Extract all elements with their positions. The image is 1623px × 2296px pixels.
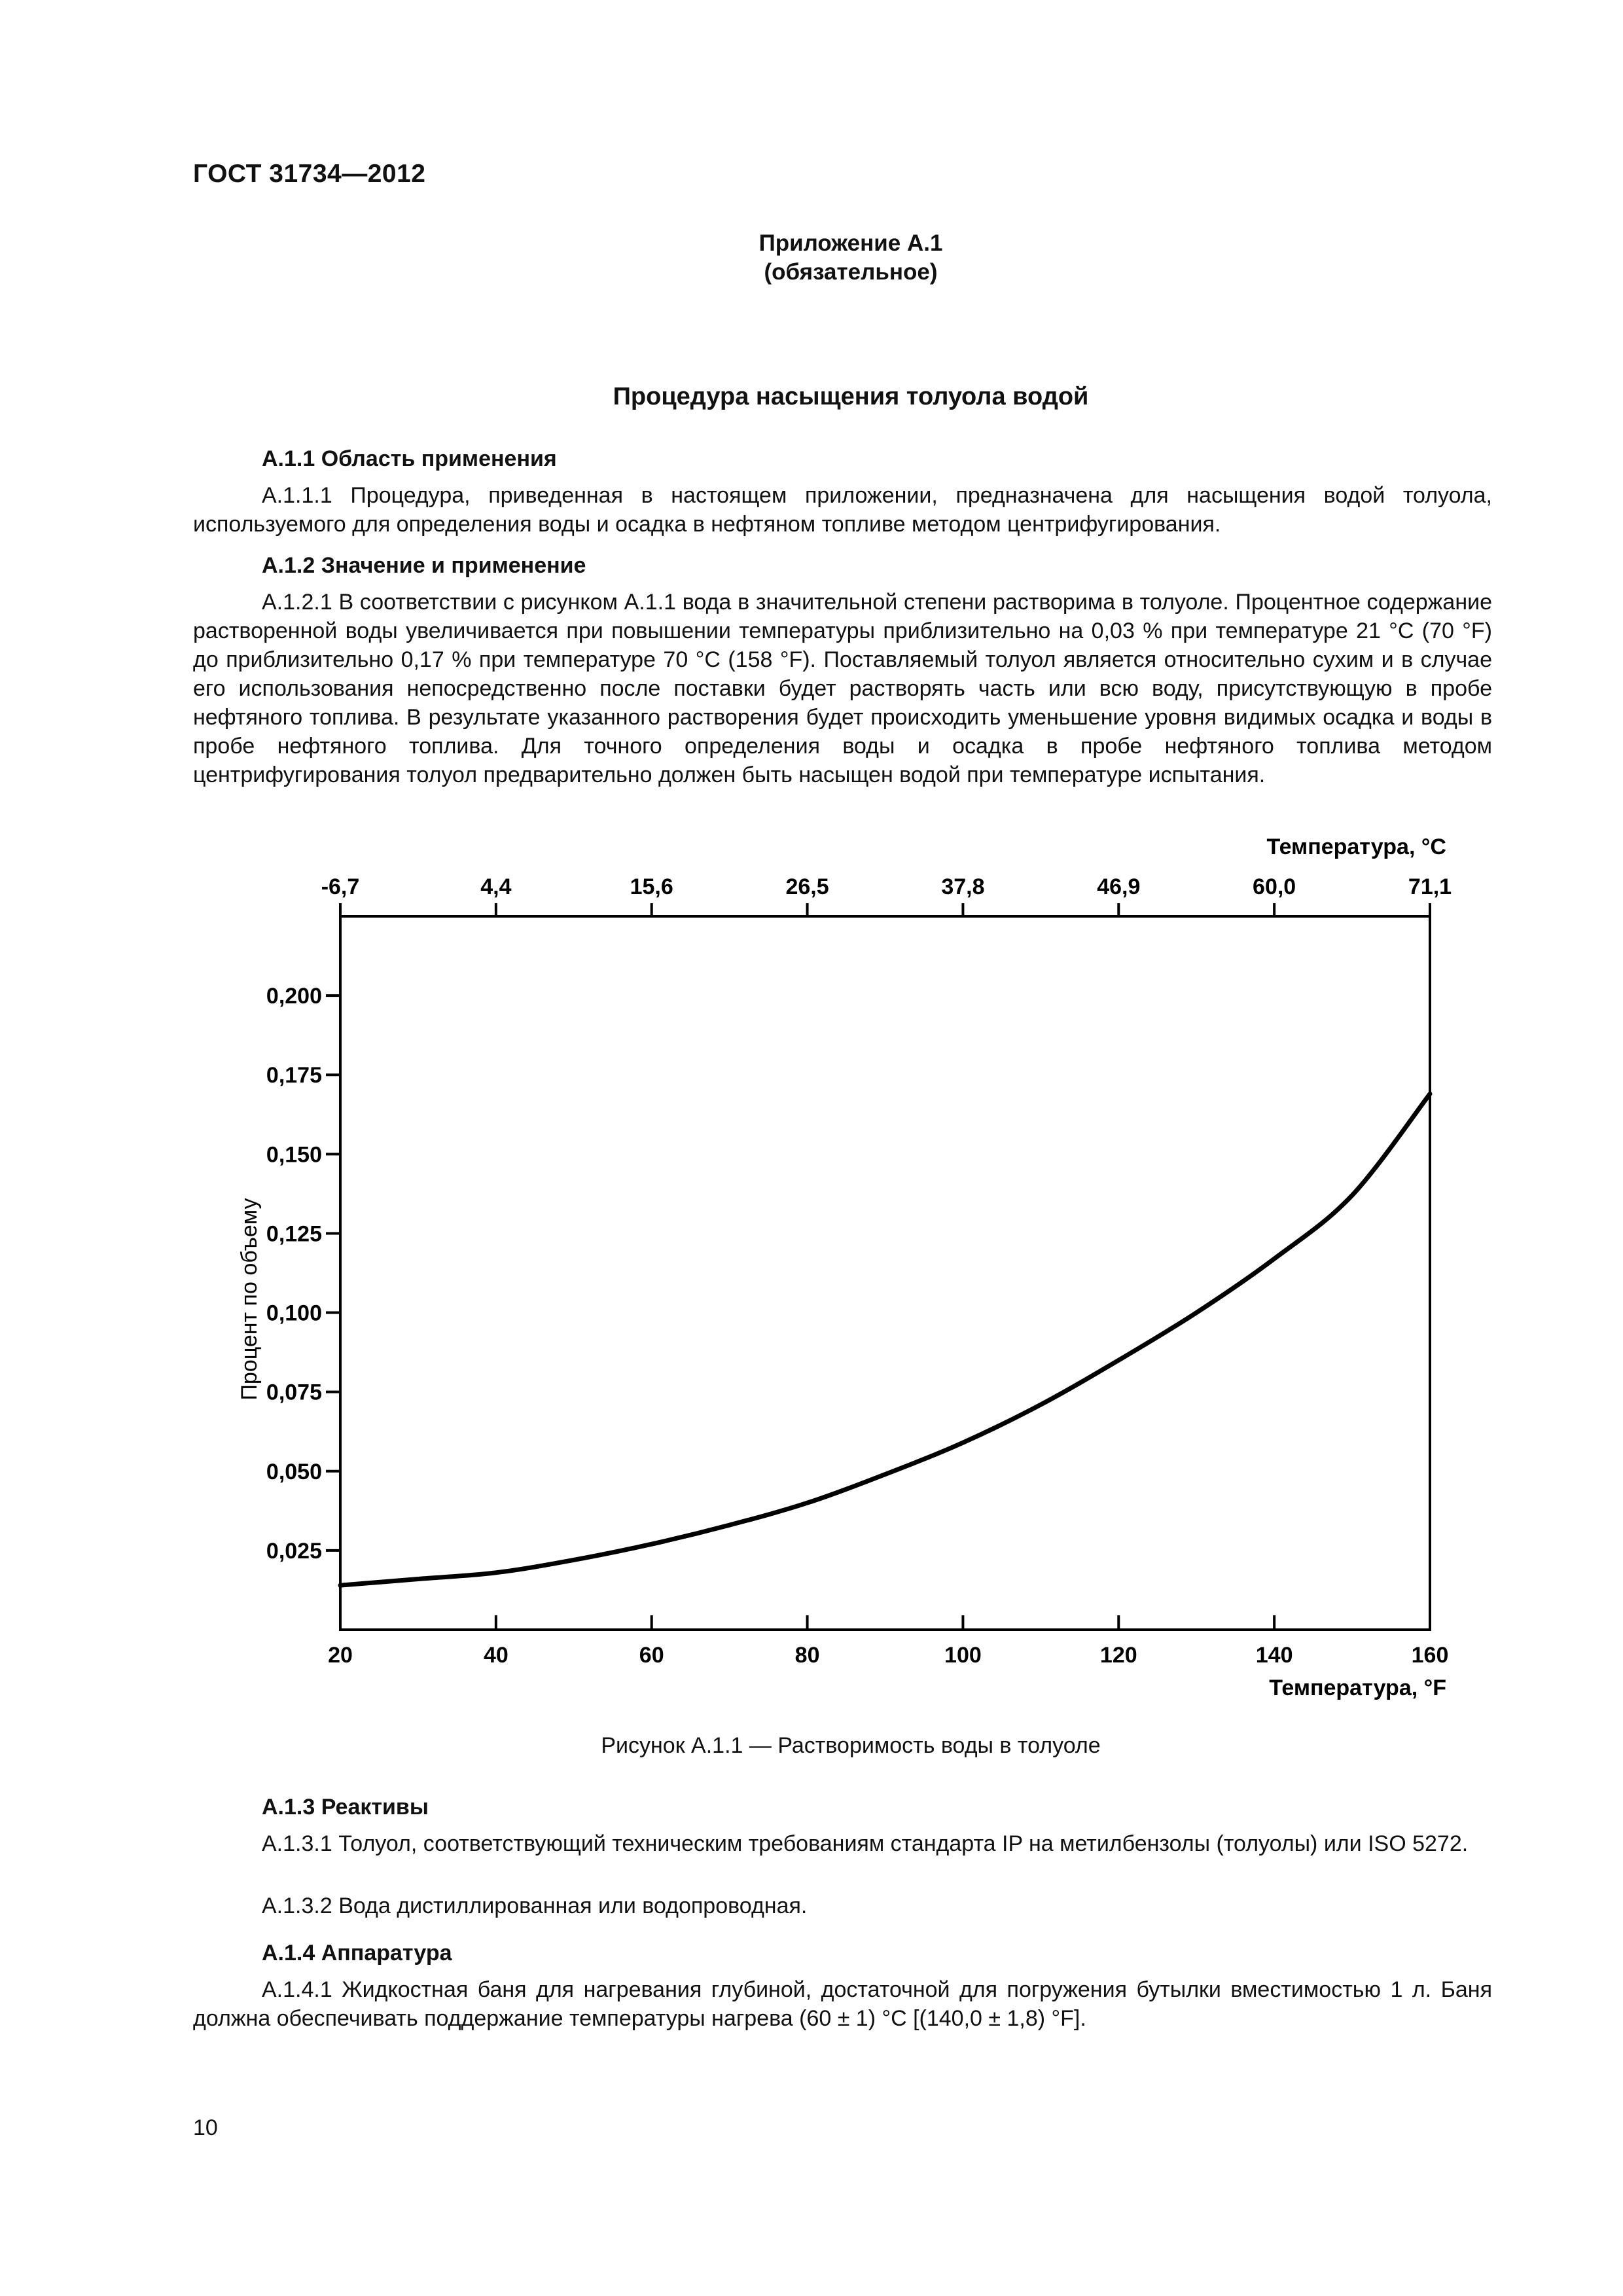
x-tick-label: 60 bbox=[639, 1643, 664, 1668]
y-axis-label: Процент по объему bbox=[237, 1198, 262, 1401]
annex-title: Приложение А.1 bbox=[758, 230, 943, 256]
y-tick-label: 0,125 bbox=[266, 1221, 322, 1247]
figure-caption: Рисунок А.1.1 — Растворимость воды в толуоле bbox=[601, 1733, 1101, 1758]
x-tick-label: 140 bbox=[1255, 1643, 1293, 1668]
solubility-curve-0 bbox=[340, 1094, 1430, 1585]
x2-tick-label: 26,5 bbox=[785, 874, 829, 899]
x-tick-label: 100 bbox=[944, 1643, 982, 1668]
section-a13-heading: А.1.3 Реактивы bbox=[262, 1795, 429, 1820]
y-tick-label: 0,175 bbox=[266, 1063, 322, 1088]
x2-tick-label: -6,7 bbox=[321, 874, 360, 899]
x-tick-label: 20 bbox=[328, 1643, 353, 1668]
x2-axis-label: Температура, °С bbox=[1266, 834, 1446, 859]
section-a14-heading: А.1.4 Аппаратура bbox=[262, 1941, 452, 1965]
procedure-title: Процедура насыщения толуола водой bbox=[613, 383, 1089, 410]
section-a11-heading: А.1.1 Область применения bbox=[262, 446, 557, 471]
section-a131-text: А.1.3.1 Толуол, соответствующий техническим требованиям стандарта IP на метилбензолы (толуолы) или ISO 5272. bbox=[262, 1831, 1469, 1856]
x-tick-label: 120 bbox=[1099, 1643, 1137, 1668]
section-a132-text: А.1.3.2 Вода дистиллированная или водопроводная. bbox=[262, 1893, 808, 1918]
x2-tick-label: 4,4 bbox=[480, 874, 512, 899]
y-tick-label: 0,075 bbox=[266, 1380, 322, 1405]
x-tick-label: 160 bbox=[1411, 1643, 1449, 1668]
x2-tick-label: 60,0 bbox=[1253, 874, 1296, 899]
y-tick-label: 0,100 bbox=[266, 1300, 322, 1326]
section-a121-text: А.1.2.1 В соответствии с рисунком А.1.1 вода в значительной степени растворима в толуоле. Процентное содержание растворенной воды увеличивается при повышении температуры приблизительно на 0,03 % при температуре 21 °С (70 °F) до приблизительно 0,17 % при температуре 70 °С (158 °F). Поставляемый толуол является относительно сухим и в случае его использования непосредственно после поставки будет растворять часть или всю воду, присутствующую в пробе нефтяного топлива. В результате указанного растворения будет происходить уменьшение уровня видимых осадка и воды в пробе нефтяного топлива. Для точного определения воды и осадка в пробе нефтяного топлива методом центрифугирования толуол предварительно должен быть насыщен водой при температуре испытания. bbox=[193, 590, 1492, 787]
section-a132-paragraph bbox=[193, 1892, 1492, 1920]
x2-tick-label: 46,9 bbox=[1097, 874, 1141, 899]
x2-tick-label: 15,6 bbox=[630, 874, 673, 899]
section-a111-text: А.1.1.1 Процедура, приведенная в настоящем приложении, предназначена для насыщения водой толуола, используемого для определения воды и осадка в нефтяном топливе методом центрифугирования. bbox=[193, 483, 1492, 537]
x-tick-label: 40 bbox=[483, 1643, 508, 1668]
x-axis-label: Температура, °F bbox=[1269, 1676, 1446, 1700]
x-tick-label: 80 bbox=[794, 1643, 820, 1668]
x2-tick-label: 37,8 bbox=[941, 874, 985, 899]
plot-frame bbox=[340, 916, 1430, 1630]
section-a131-paragraph bbox=[193, 1829, 1492, 1858]
y-tick-label: 0,200 bbox=[266, 984, 322, 1009]
section-a141-text: А.1.4.1 Жидкостная баня для нагревания глубиной, достаточной для погружения бутылки вместимостью 1 л. Баня должна обеспечивать поддержание температуры нагрева (60 ± 1) °С [(140,0 ± 1,8) °F]. bbox=[193, 1977, 1492, 2031]
section-a12-heading: А.1.2 Значение и применение bbox=[262, 553, 586, 578]
y-tick-label: 0,025 bbox=[266, 1538, 322, 1564]
standard-code: ГОСТ 31734—2012 bbox=[193, 160, 426, 188]
chart-layer bbox=[237, 834, 1452, 1700]
annex-status: (обязательное) bbox=[764, 259, 938, 285]
page-number: 10 bbox=[193, 2115, 218, 2140]
y-tick-label: 0,050 bbox=[266, 1459, 322, 1484]
section-a141-paragraph bbox=[193, 1975, 1492, 2033]
y-tick-label: 0,150 bbox=[266, 1142, 322, 1168]
x2-tick-label: 71,1 bbox=[1408, 874, 1452, 899]
